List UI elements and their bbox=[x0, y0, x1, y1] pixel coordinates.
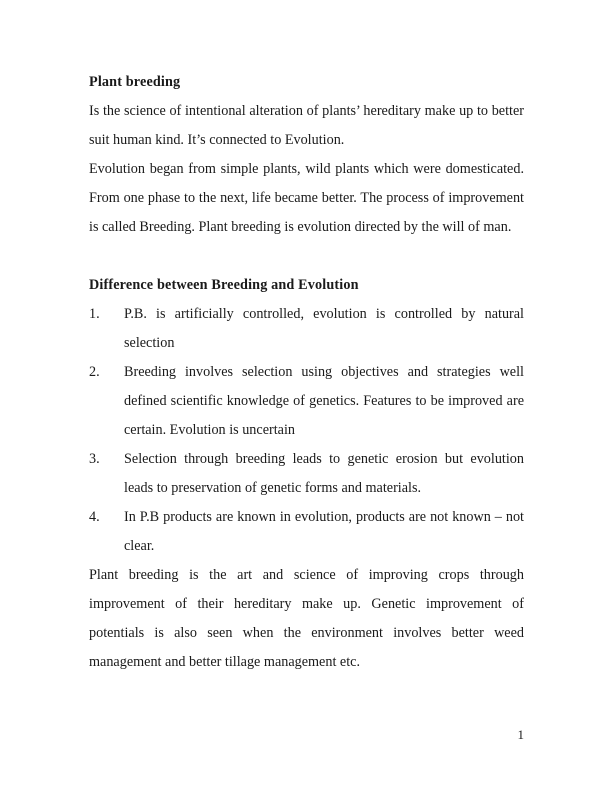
page-number: 1 bbox=[517, 727, 524, 742]
heading-plant-breeding: Plant breeding bbox=[89, 74, 181, 90]
list-item-text: In P.B products are known in evolution, products are not known – not clear. bbox=[124, 509, 524, 554]
paragraph-art-and-science: Plant breeding is the art and science of improving crops through improvement of their hereditary make up. Genetic improvement of potentials is also seen when the environment involves better weed management and better tillage management etc. bbox=[89, 567, 524, 670]
list-marker: 1. bbox=[89, 306, 100, 322]
list-item bbox=[89, 445, 524, 503]
list-marker: 4. bbox=[89, 509, 100, 525]
list-marker: 3. bbox=[89, 451, 100, 467]
list-item-text: Selection through breeding leads to genetic erosion but evolution leads to preservation of genetic forms and materials. bbox=[124, 451, 524, 496]
heading-difference-breeding-evolution: Difference between Breeding and Evolution bbox=[89, 277, 359, 293]
list-item bbox=[89, 358, 524, 445]
list-marker: 2. bbox=[89, 364, 100, 380]
paragraph-evolution-history: Evolution began from simple plants, wild plants which were domesticated. From one phase to the next, life became better. The process of improvement is called Breeding. Plant breeding is evolution directed by the will of man. bbox=[89, 161, 524, 235]
document-body bbox=[89, 68, 524, 677]
paragraph-definition: Is the science of intentional alteration of plants’ hereditary make up to better suit human kind. It’s connected to Evolution. bbox=[89, 103, 524, 148]
list-item bbox=[89, 300, 524, 358]
blank-line-spacer bbox=[89, 242, 524, 271]
numbered-list-differences bbox=[89, 300, 524, 561]
list-item-text: P.B. is artificially controlled, evolution is controlled by natural selection bbox=[124, 306, 524, 351]
list-item-text: Breeding involves selection using objectives and strategies well defined scientific knowledge of genetics. Features to be improved are certain. Evolution is uncertain bbox=[124, 364, 524, 438]
list-item bbox=[89, 503, 524, 561]
